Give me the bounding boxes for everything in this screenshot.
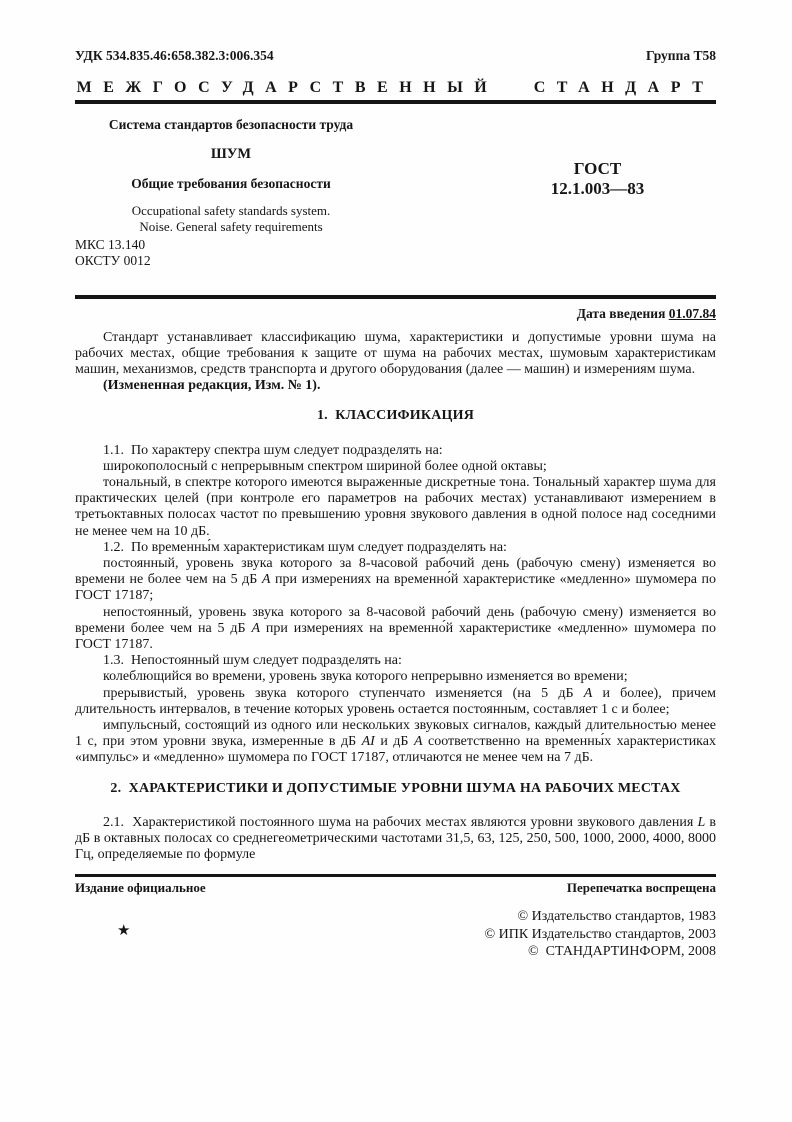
footer-row [75,880,716,896]
intro-paragraph: Стандарт устанавливает классификацию шума, характеристики и допустимые уровни шума на рабочих местах, общие требования к защите от шума на рабочих местах, шумовым характеристикам машин, механизмов, средств транспорта и другого оборудования (далее — машин) и измерениям шума. [75,329,716,377]
gost-number-block [479,159,716,199]
document-title-english [75,203,387,235]
clause-broadband: широкополосный с непрерывным спектром шириной более одной октавы; [103,458,547,474]
document-title: ШУМ [210,146,252,162]
amendment-note: (Измененная редакция, Изм. № 1). [103,378,321,394]
section-1-heading: 1. КЛАССИФИКАЦИЯ [316,408,475,424]
clause-tonal: тональный, в спектре которого имеются выраженные дискретные тона. Тональный характер шума для практических целей (при контроле его параметров на рабочих местах) устанавливают измерением в третьоктавных полосах частот по превышению уровня звукового давления в одной полосе над соседними не менее чем на 10 дБ. [75,474,716,539]
clause-fluctuating: колеблющийся во времени, уровень звука которого непрерывно изменяется во времени; [103,669,628,685]
official-edition-label: Издание официальное [75,880,206,896]
clause-intermittent: прерывистый, уровень звука которого ступенчато изменяется (на 5 дБ А и более), причем длительность интервалов, в течение которых уровень остается постоянным, составляет 1 с и более; [75,685,716,717]
copyright-line-1983: © Издательство стандартов, 1983 [517,909,716,925]
codes-block [75,237,716,269]
clause-nonconstant: непостоянный, уровень звука которого за 8-часовой рабочий день (рабочую смену) изменяется во времени более чем на 5 дБ А при измерениях на временно́й характеристике «медленно» шумомера по ГОСТ 17187. [75,604,716,652]
effective-date-value: 01.07.84 [668,305,716,321]
gost-label: ГОСТ [573,159,622,178]
title-column [75,117,387,235]
copyright-lines [75,908,716,961]
title-en-line2: Noise. General safety requirements [139,219,323,234]
document-subtitle: Общие требования безопасности [131,176,331,191]
gost-number: 12.1.003—83 [550,179,645,198]
okstu-code: ОКСТУ 0012 [75,253,151,268]
clause-1-3: 1.3. Непостоянный шум следует подразделять на: [103,653,402,669]
effective-date [75,306,716,322]
clause-2-1: 2.1. Характеристикой постоянного шума на рабочих местах являются уровни звукового давления L в дБ в октавных полосах со среднегеометрическими частотами 31,5, 63, 125, 250, 500, 1000, 2000, 4000, 8000 Гц, определяемые по формуле [75,814,716,863]
title-divider [75,100,716,104]
clause-1-1: 1.1. По характеру спектра шум следует подразделять на: [103,442,443,458]
standards-system-name: Система стандартов безопасности труда [108,117,354,132]
udk-code: УДК 534.835.46:658.382.3:006.354 [75,48,274,63]
mks-code: МКС 13.140 [75,237,146,252]
clause-1-2: 1.2. По временны́м характеристикам шум следует подразделять на: [103,539,507,555]
copyright-line-2008: © СТАНДАРТИНФОРМ, 2008 [527,944,716,960]
section-2-heading: 2. ХАРАКТЕРИСТИКИ И ДОПУСТИМЫЕ УРОВНИ ШУМА НА РАБОЧИХ МЕСТАХ [110,780,681,796]
title-block [75,117,716,235]
copyright-line-2003: © ИПК Издательство стандартов, 2003 [484,926,716,942]
clause-impulse: импульсный, состоящий из одного или нескольких звуковых сигналов, каждый длительностью менее 1 с, при этом уровни звука, измеренные в дБ АI и дБ А соответственно на временны́х характеристиках «импульс» и «медленно» шумомера по ГОСТ 17187, отличаются не менее чем на 7 дБ. [75,717,716,766]
star-icon: ★ [117,923,131,940]
group-code: Группа Т58 [645,48,716,63]
reprint-prohibited-label: Перепечатка воспрещена [566,880,716,896]
title-en-line1: Occupational safety standards system. [131,203,331,218]
footer-divider [75,874,716,877]
header-divider [75,295,716,299]
gost-number-column [387,117,716,235]
effective-date-label: Дата введения [576,305,669,321]
copyright-block [75,908,716,961]
clause-constant: постоянный, уровень звука которого за 8-часовой рабочий день (рабочую смену) изменяется во времени не более чем на 5 дБ А при измерениях на временно́й характеристике «медленно» шумомера по ГОСТ 17187; [75,555,716,604]
standard-type-title: МЕЖГОСУДАРСТВЕННЫЙ СТАНДАРТ [76,79,715,96]
document-body [75,330,716,864]
classification-row [75,48,716,64]
